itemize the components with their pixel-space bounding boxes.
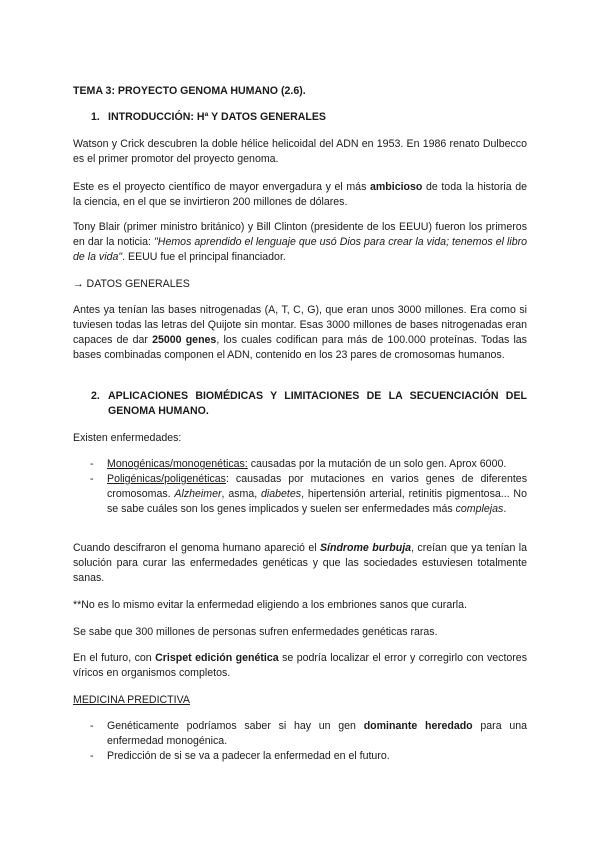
section-1-heading: [91, 110, 527, 125]
text-run: En el futuro, con: [73, 652, 156, 664]
paragraph-enfermedades-raras: Se sabe que 300 millones de personas sufren enfermedades genéticas raras.: [73, 626, 438, 638]
list-item-monogenicas: [73, 457, 527, 472]
italic-term: Alzheimer: [174, 488, 222, 500]
underlined-term: Monogénicas/monogenéticas:: [107, 458, 248, 470]
quote: "Hemos aprendido el lenguaje que usó Dios para crear la vida; tenemos el libro de la vida": [73, 236, 528, 263]
text-run: Predicción de si se va a padecer la enfermedad en el futuro.: [107, 750, 390, 762]
text-run: se podría localizar el error y corregirlo con vectores víricos en organismos completos.: [73, 652, 527, 679]
datos-generales-label: → DATOS GENERALES: [73, 278, 190, 290]
text-run: Tony Blair (primer ministro británico) y Bill Clinton (presidente de los EEUU) fueron los primeros en dar la noticia:: [73, 221, 527, 248]
text-run: causadas por la mutación de un solo gen. Aprox 6000.: [247, 458, 507, 470]
list-dash: -: [90, 458, 94, 470]
section-1-title: INTRODUCCIÓN: Hª Y DATOS GENERALES: [108, 111, 326, 123]
text-run: , creían que ya tenían la solución para curar las enfermedades genéticas y que las sociedades estuviesen totalmente sanas.: [73, 542, 527, 584]
list-item-gen-dominante: [73, 719, 527, 749]
list-dash: -: [90, 473, 94, 485]
text-run: , los cuales codifican para más de 100.000 proteínas. Todas las bases combinadas componen el ADN, contenido en los 23 pares de cromosomas humanos.: [73, 334, 527, 361]
bold-term: Crispet edición genética: [155, 652, 279, 664]
paragraph-crispet: [73, 651, 527, 681]
bold-italic-term: Síndrome burbuja: [319, 542, 412, 554]
paragraph-note-embriones: **No es lo mismo evitar la enfermedad eligiendo a los embriones sanos que curarla.: [73, 599, 467, 611]
disease-types-list: [73, 457, 527, 517]
list-item-prediccion: [73, 749, 527, 764]
list-dash: -: [90, 750, 94, 762]
text-run: Cuando descifraron el genoma humano apareció el: [73, 542, 320, 554]
paragraph-blair-clinton: [73, 220, 527, 265]
bold-term: 25000 genes: [152, 334, 217, 346]
text-run: Este es el proyecto científico de mayor envergadura y el más: [73, 181, 370, 193]
paragraph-existen-enfermedades: Existen enfermedades:: [73, 432, 182, 444]
text-run: : causadas por mutaciones en varios genes de diferentes cromosomas.: [107, 473, 527, 500]
paragraph-watson-crick: Watson y Crick descubren la doble hélice helicoidal del ADN en 1953. En 1986 renato Dulbecco es el primer promotor del proyecto genoma.: [73, 138, 527, 165]
paragraph-bases-nitrogenadas: [73, 303, 527, 363]
list-dash: -: [90, 720, 94, 732]
text-run: Antes ya tenían las bases nitrogenadas (A, T, C, G), que eran unos 3000 millones. Era como si tuviesen todas las letras del Quijote sin montar. Esas 3000 millones de bases nitrogenadas eran capaces de dar: [73, 304, 527, 346]
medicina-predictiva-list: [73, 719, 527, 764]
document-title: TEMA 3: PROYECTO GENOMA HUMANO (2.6).: [73, 85, 306, 97]
text-run: .: [503, 503, 507, 515]
section-2-heading: [91, 389, 527, 419]
bold-term: dominante heredado: [363, 720, 473, 732]
paragraph-ambicioso: [73, 180, 527, 210]
section-2-title: APLICACIONES BIOMÉDICAS Y LIMITACIONES DE LA SECUENCIACIÓN DEL GENOMA HUMANO.: [108, 390, 527, 417]
italic-term: complejas: [455, 503, 504, 515]
text-run: de toda la historia de la ciencia, en el que se invirtieron 200 millones de dólares.: [73, 181, 527, 208]
text-run: Genéticamente podríamos saber si hay un gen: [107, 720, 364, 732]
text-run: , hipertensión arterial, retinitis pigmentosa... No se sabe cuáles son los genes implicados y suelen ser enfermedades más: [107, 488, 527, 515]
text-run: , asma,: [221, 488, 262, 500]
section-2-number: 2.: [91, 390, 100, 402]
text-run: para una enfermedad monogénica.: [107, 720, 527, 747]
list-item-poligenicas: [73, 472, 527, 517]
paragraph-sindrome-burbuja: [73, 541, 527, 586]
text-run: . EEUU fue el principal financiador.: [122, 251, 286, 263]
underlined-term: Poligénicas/poligenéticas: [107, 473, 226, 485]
section-1-number: 1.: [91, 111, 100, 123]
italic-term: diabetes: [261, 488, 302, 500]
bold-term: ambicioso: [369, 181, 423, 193]
medicina-predictiva-label: MEDICINA PREDICTIVA: [73, 694, 190, 706]
